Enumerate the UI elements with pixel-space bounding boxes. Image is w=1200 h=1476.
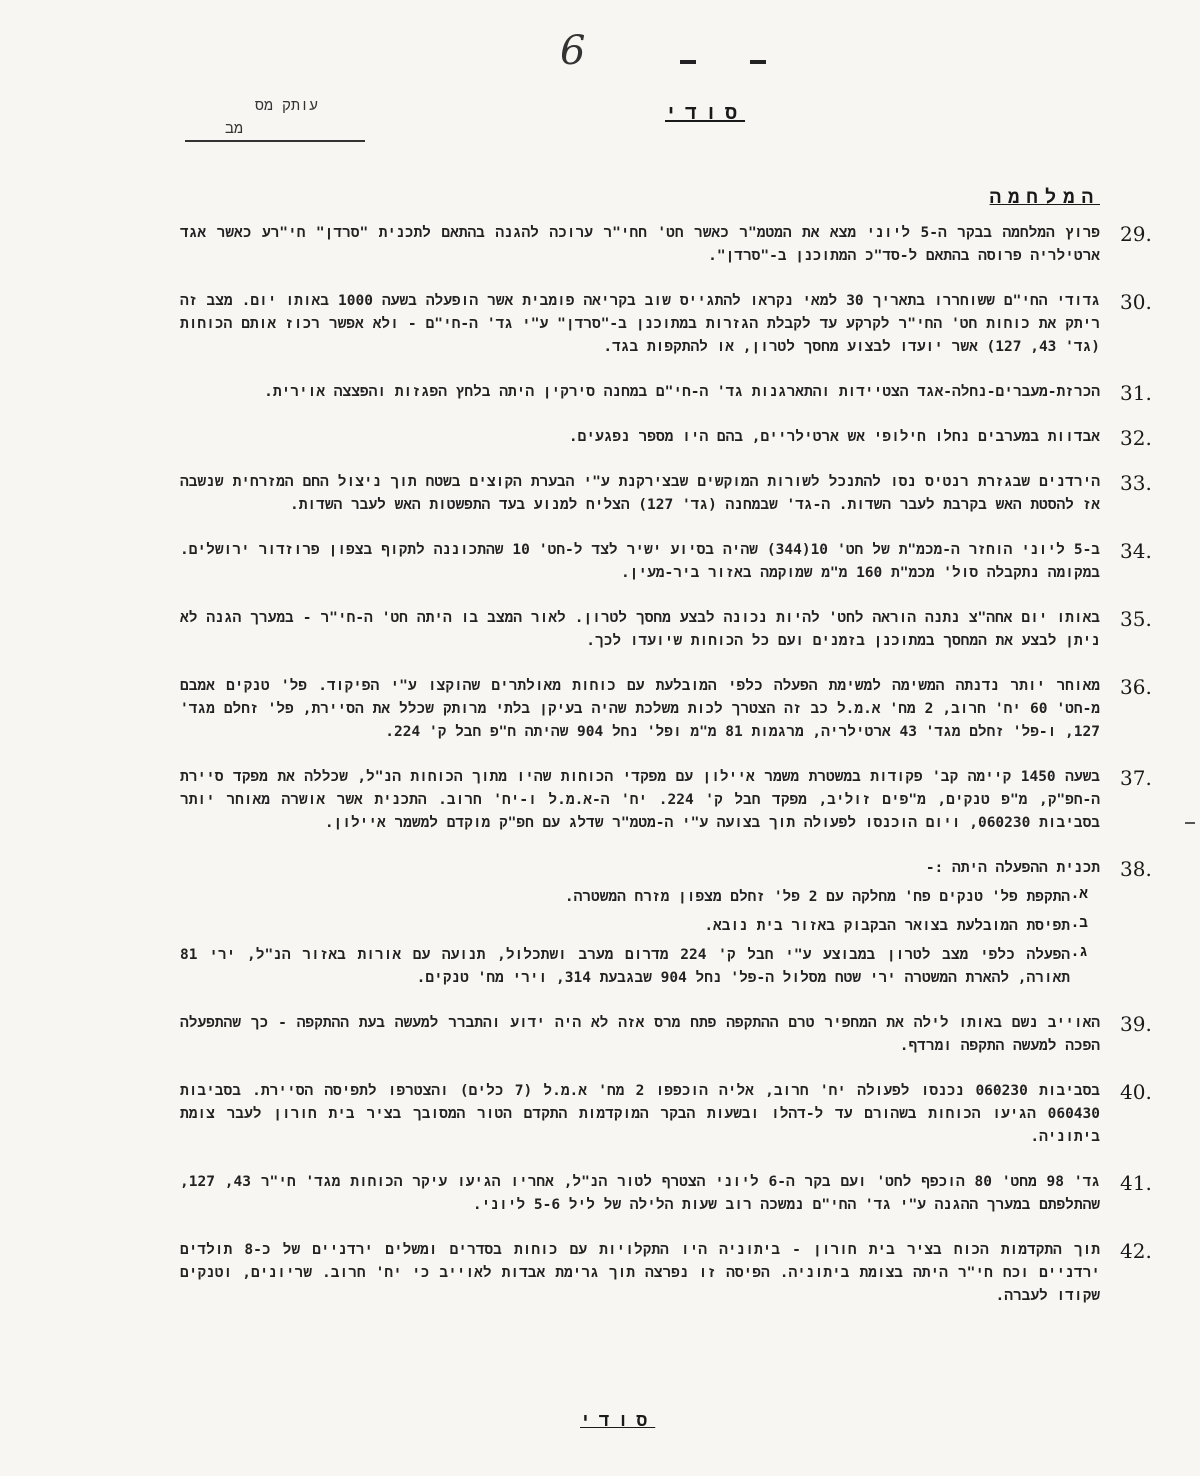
paragraph-text: מאוחר יותר נדנתה המשימה למשימת הפעלה כלפי המובלעת עם כוחות מאולתרים שהוקצו ע"י הפיקוד. פל' טנקים אמבם מ-חט' 60 יח' חרוב, 2 מח' א.מ.ל כב זה הצטרך לכות משלכת שהיה בעיקן בלתי מרותק שכלל את הסיירת, פל' זחלם מגד' 127, ו-פל' זחלם מגד' 43 ארטילריה, מרגמות 81 מ"מ ופל' נחל 904 שהיתה ח"פ חבל ק' 224. xyxy=(180,678,1101,740)
paragraph-text: באותו יום אחה"צ נתנה הוראה לחט' להיות נכונה לבצע מחסך לטרון. לאור המצב בו היתה חט' ה-חי"ר - במערך הגנה לא ניתן לבצע את המחסך במתוכנן בזמנים ועם כל הכוחות שיועדו לכך. xyxy=(180,610,1100,649)
paragraph-item xyxy=(180,1012,1152,1058)
paragraph-number: 29. xyxy=(1120,222,1152,246)
paragraph-text: ב-5 ליוני הוחזר ה-מכמ"ת של חט' 10(344) שהיה בסיוע ישיר לצד ל-חט' 10 שהתכוננה לתקוף בצפון פרוזדור ירושלים. במקומה נתקבלה סול' מכמ"ת 160 מ"מ שמוקמה באזור ביר-מעין. xyxy=(180,542,1100,581)
paragraph-number: 35. xyxy=(1120,607,1152,631)
paragraph-text: גדודי החי"ם ששוחררו בתאריך 30 למאי נקראו להתגייס שוב בקריאה פומבית אשר הופעלה בשעה 1000 באותו יום. מצב זה ריתק את כוחות חט' החי"ר לקרקע עד לקבלת הגזרות במתוכנן ב-"סרדן" ע"י גד' ה-חי"ם - ולא אפשר רכוז אותם הכוחות (גד' 43, 127) אשר יועדו לבצוע מחסך לטרון, או להתקפות בגד. xyxy=(180,293,1100,355)
header-dash-left xyxy=(680,60,696,64)
paragraph-number: 30. xyxy=(1120,290,1152,314)
paragraph-text: הירדנים שבגזרת רנטיס נסו להתנכל לשורות המוקשים שבצירקנת ע"י הבערת הקוצים בשטח תוך ניצול החם המזרחית שנשבה אז להסטת האש בקרבת לעבר השדות. ה-גד' שבמחנה (גד' 127) הצליח למנוע בעד התפשטות האש לעבר השדות. xyxy=(180,474,1100,513)
paragraph-number: 31. xyxy=(1120,381,1152,405)
paragraph-number: 32. xyxy=(1120,426,1152,450)
paragraph-text: תוך התקדמות הכוח בציר בית חורון - ביתוניה היו התקלויות עם כוחות בסדרים ומשלים ירדניים של כ-8 תולדים ירדניים וכח חי"ר היתה בצומת ביתוניה. הפיסה זו נפרצה תוך גרימת אבדות לאוייב כי יח' חרוב. שריונים, וטנקים שקודו לעברה. xyxy=(180,1242,1100,1304)
sub-item-text: הפעלה כלפי מצב לטרון במבוצע ע"י חבל ק' 224 מדרום מערב ושתכלול, תנועה עם אורות באזור הנ"ל, ירי 81 תאורה, להארת המשטרה ירי שטח מסלול ה-פל' נחל 904 שבגבעת 314, וירי מח' טנקים. xyxy=(180,947,1071,986)
paragraph-text: בסביבות 060230 נכנסו לפעולה יח' חרוב, אליה הוכפפו 2 מח' א.מ.ל (7 כלים) והצטרפו לתפיסה הסיירת. בסביבות 060430 הגיעו הכוחות בשהורם עד ל-דהלו ובשעות הבקר המוקדמות התקדם הטור המסובך בציר בית חורון לעבר צומת ביתוניה. xyxy=(180,1083,1100,1145)
paragraph-text: האוייב נשם באותו לילה את המחפיר טרם ההתקפה פתח מרס אזה לא היה ידוע והתברר למעשה בעת ההתקפה - כך שהתפעלה הפכה למעשה התקפה ומרדף. xyxy=(180,1015,1100,1054)
paragraph-item xyxy=(180,675,1152,744)
paragraph-text: הכרזת-מעברים-נחלה-אגד הצטיידות והתארגנות גד' ה-חי"ם במחנה סירקין היתה בלחץ הפגזות והפצצה אוירית. xyxy=(264,384,1100,400)
margin-mark xyxy=(1185,822,1195,824)
paragraph-item xyxy=(180,290,1152,359)
sub-item xyxy=(180,886,1088,909)
sub-item-list xyxy=(180,886,1088,990)
paragraph-item xyxy=(180,539,1152,585)
handwritten-page-mark: 6 xyxy=(560,28,586,74)
sub-item xyxy=(180,944,1088,990)
paragraph-number: 34. xyxy=(1120,539,1152,563)
paragraph-item xyxy=(180,426,1152,450)
classification-footer: סודי xyxy=(580,1410,656,1431)
section-title: המלחמה xyxy=(989,186,1100,208)
paragraph-text: בשעה 1450 קיימה קב' פקודות במשטרת משמר איילון עם מפקדי הכוחות שהיו מתוך הכוחות הנ"ל, שכללה את מפקד סיירת ה-חפ"ק, מ"פ טנקים, מ"פים זוליב, מפקד חבל ק' 224. יח' ה-א.מ.ל ו-יח' חרוב. התכנית אשר אושרה מאוחר יותר בסביבות 060230, ויום הוכנסו לפעולה תוך בצועה ע"י ה-מטמ"ר שדלג עם חפ"ק מוקדם למשמר איילון. xyxy=(180,769,1100,831)
paragraph-item xyxy=(180,857,1152,990)
sub-item-text: התקפת פל' טנקים פח' מחלקה עם 2 פל' זחלם מצפון מזרח המשטרה. xyxy=(564,889,1070,905)
paragraph-number: 40. xyxy=(1120,1080,1152,1104)
paragraph-number: 41. xyxy=(1120,1171,1152,1195)
paragraph-number: 38. xyxy=(1120,857,1152,881)
sub-item-letter: ג. xyxy=(1070,944,1088,960)
paragraph-item xyxy=(180,1080,1152,1149)
paragraph-item xyxy=(180,1239,1152,1308)
paragraph-number: 36. xyxy=(1120,675,1152,699)
paragraph-text: גד' 98 מחט' 80 הוכפף לחט' ועם בקר ה-6 ליוני הצטרף לטור הנ"ל, אחריו הגיעו עיקר הכוחות מגד' חי"ר 43, 127, שהתלפתם במערך ההגנה ע"י גד' החי"ם נמשכה רוב שעות הלילה של ליל 5-6 ליוני. xyxy=(180,1174,1100,1213)
paragraph-text: פרוץ המלחמה בבקר ה-5 ליוני מצא את המטמ"ר כאשר חט' חחי"ר ערוכה להגנה בהתאם לתכנית "סרדן" חי"רע כאשר אגד ארטילריה פרוסה בהתאם ל-סד"כ המתוכנן ב-"סרדן". xyxy=(180,225,1100,264)
paragraph-number: 39. xyxy=(1120,1012,1152,1036)
paragraph-item xyxy=(180,766,1152,835)
paragraph-item xyxy=(180,1171,1152,1217)
paragraph-item xyxy=(180,471,1152,517)
paragraph-item xyxy=(180,607,1152,653)
paragraph-number: 42. xyxy=(1120,1239,1152,1263)
sub-item xyxy=(180,915,1088,938)
copy-line-1: עותק מס xyxy=(255,96,319,114)
paragraph-list xyxy=(180,222,1152,1330)
copy-number-box xyxy=(185,96,365,142)
sub-item-letter: א. xyxy=(1070,886,1088,902)
paragraph-text: תכנית ההפעלה היתה :- xyxy=(925,860,1100,876)
sub-item-letter: ב. xyxy=(1070,915,1088,931)
paragraph-number: 37. xyxy=(1120,766,1152,790)
paragraph-text: אבדוות במערבים נחלו חילופי אש ארטילריים, בהם היו מספר נפגעים. xyxy=(568,429,1100,445)
paragraph-item xyxy=(180,222,1152,268)
header-dash-right xyxy=(750,60,766,64)
paragraph-item xyxy=(180,381,1152,405)
copy-line-2: מב xyxy=(185,119,365,142)
sub-item-text: תפיסת המובלעת בצואר הבקבוק באזור בית נובא. xyxy=(704,918,1070,934)
classification-header: סודי xyxy=(665,100,746,124)
paragraph-number: 33. xyxy=(1120,471,1152,495)
